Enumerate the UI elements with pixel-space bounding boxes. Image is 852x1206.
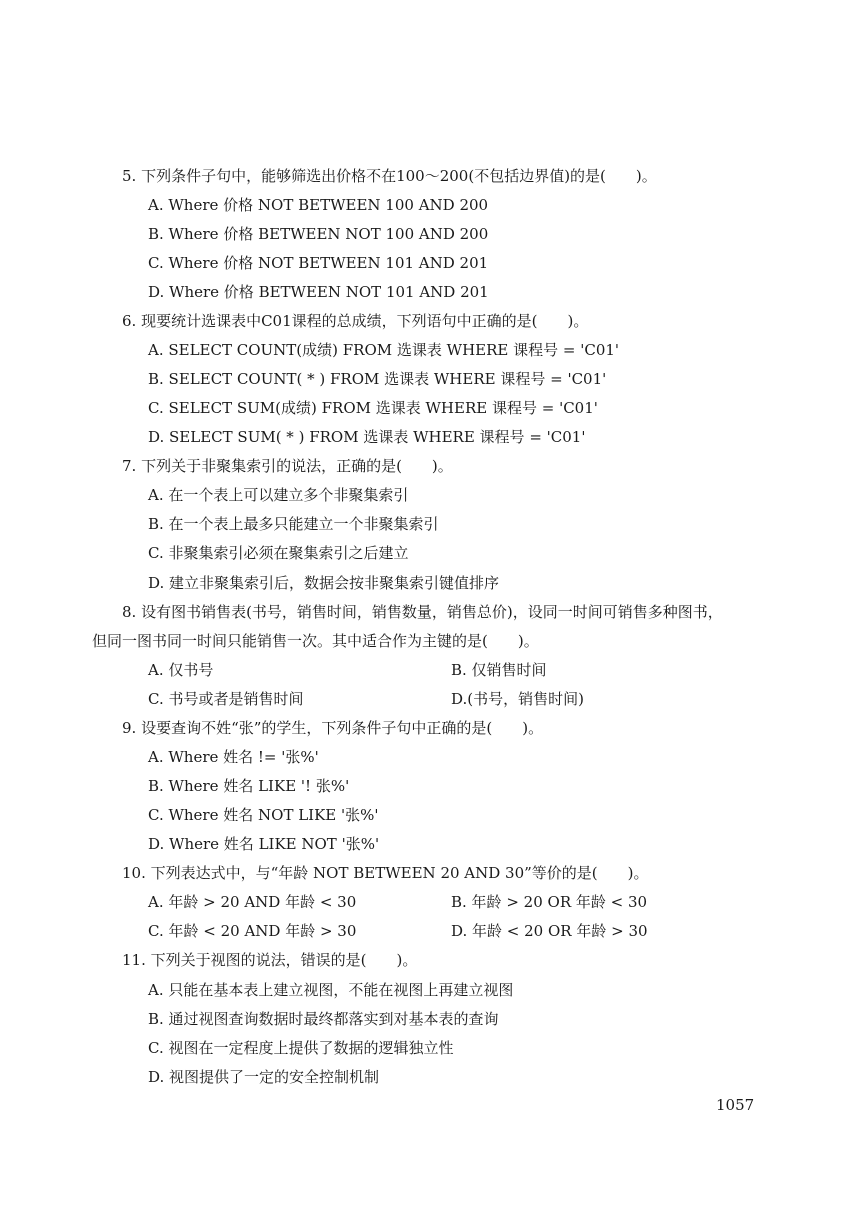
question-9-option-a: A. Where 姓名 != '张%' <box>148 748 319 766</box>
question-8-option-a: A. 仅书号 <box>148 661 214 679</box>
question-9-stem: 9. 设要查询不姓“张”的学生，下列条件子句中正确的是( )。 <box>122 719 544 737</box>
question-7-option-a: A. 在一个表上可以建立多个非聚集索引 <box>148 486 409 504</box>
question-5-option-b: B. Where 价格 BETWEEN NOT 100 AND 200 <box>148 225 489 243</box>
question-6-stem: 6. 现要统计选课表中C01课程的总成绩，下列语句中正确的是( )。 <box>122 312 589 330</box>
question-11-option-b: B. 通过视图查询数据时最终都落实到对基本表的查询 <box>148 1010 499 1028</box>
question-10-option-a: A. 年龄 > 20 AND 年龄 < 30 <box>148 893 357 911</box>
question-9-option-b: B. Where 姓名 LIKE '! 张%' <box>148 777 350 795</box>
question-11-option-a: A. 只能在基本表上建立视图，不能在视图上再建立视图 <box>148 981 514 999</box>
question-8-stem-continued: 但同一图书同一时间只能销售一次。其中适合作为主键的是( )。 <box>92 632 539 650</box>
question-9-option-d: D. Where 姓名 LIKE NOT '张%' <box>148 835 380 853</box>
question-7-stem: 7. 下列关于非聚集索引的说法，正确的是( )。 <box>122 457 453 475</box>
question-10-stem: 10. 下列表达式中，与“年龄 NOT BETWEEN 20 AND 30”等价的是( )。 <box>122 864 649 882</box>
question-5-stem: 5. 下列条件子句中，能够筛选出价格不在100～200(不包括边界值)的是( )。 <box>122 167 657 185</box>
question-6-option-a: A. SELECT COUNT(成绩) FROM 选课表 WHERE 课程号 = 'C01' <box>148 341 620 359</box>
question-5-option-a: A. Where 价格 NOT BETWEEN 100 AND 200 <box>148 196 489 214</box>
question-8-option-c: C. 书号或者是销售时间 <box>148 690 304 708</box>
question-9-option-c: C. Where 姓名 NOT LIKE '张%' <box>148 806 379 824</box>
question-7-option-d: D. 建立非聚集索引后，数据会按非聚集索引键值排序 <box>148 574 500 592</box>
question-11-option-d: D. 视图提供了一定的安全控制机制 <box>148 1068 380 1086</box>
question-6-option-b: B. SELECT COUNT( * ) FROM 选课表 WHERE 课程号 = 'C01' <box>148 370 607 388</box>
question-7-option-c: C. 非聚集索引必须在聚集索引之后建立 <box>148 544 409 562</box>
question-5-option-d: D. Where 价格 BETWEEN NOT 101 AND 201 <box>148 283 489 301</box>
question-8-stem: 8. 设有图书销售表(书号，销售时间，销售数量，销售总价)，设同一时间可销售多种图书， <box>122 603 723 621</box>
question-6-option-d: D. SELECT SUM( * ) FROM 选课表 WHERE 课程号 = 'C01' <box>148 428 586 446</box>
question-10-option-b: B. 年龄 > 20 OR 年龄 < 30 <box>451 893 648 911</box>
question-10-option-c: C. 年龄 < 20 AND 年龄 > 30 <box>148 922 357 940</box>
question-11-option-c: C. 视图在一定程度上提供了数据的逻辑独立性 <box>148 1039 454 1057</box>
question-8-option-d: D.(书号，销售时间) <box>451 690 584 708</box>
question-7-option-b: B. 在一个表上最多只能建立一个非聚集索引 <box>148 515 439 533</box>
question-11-stem: 11. 下列关于视图的说法，错误的是( )。 <box>122 951 418 969</box>
question-5-option-c: C. Where 价格 NOT BETWEEN 101 AND 201 <box>148 254 489 272</box>
question-8-option-b: B. 仅销售时间 <box>451 661 547 679</box>
question-6-option-c: C. SELECT SUM(成绩) FROM 选课表 WHERE 课程号 = 'C01' <box>148 399 598 417</box>
page-number: 1057 <box>716 1096 755 1114</box>
question-10-option-d: D. 年龄 < 20 OR 年龄 > 30 <box>451 922 648 940</box>
